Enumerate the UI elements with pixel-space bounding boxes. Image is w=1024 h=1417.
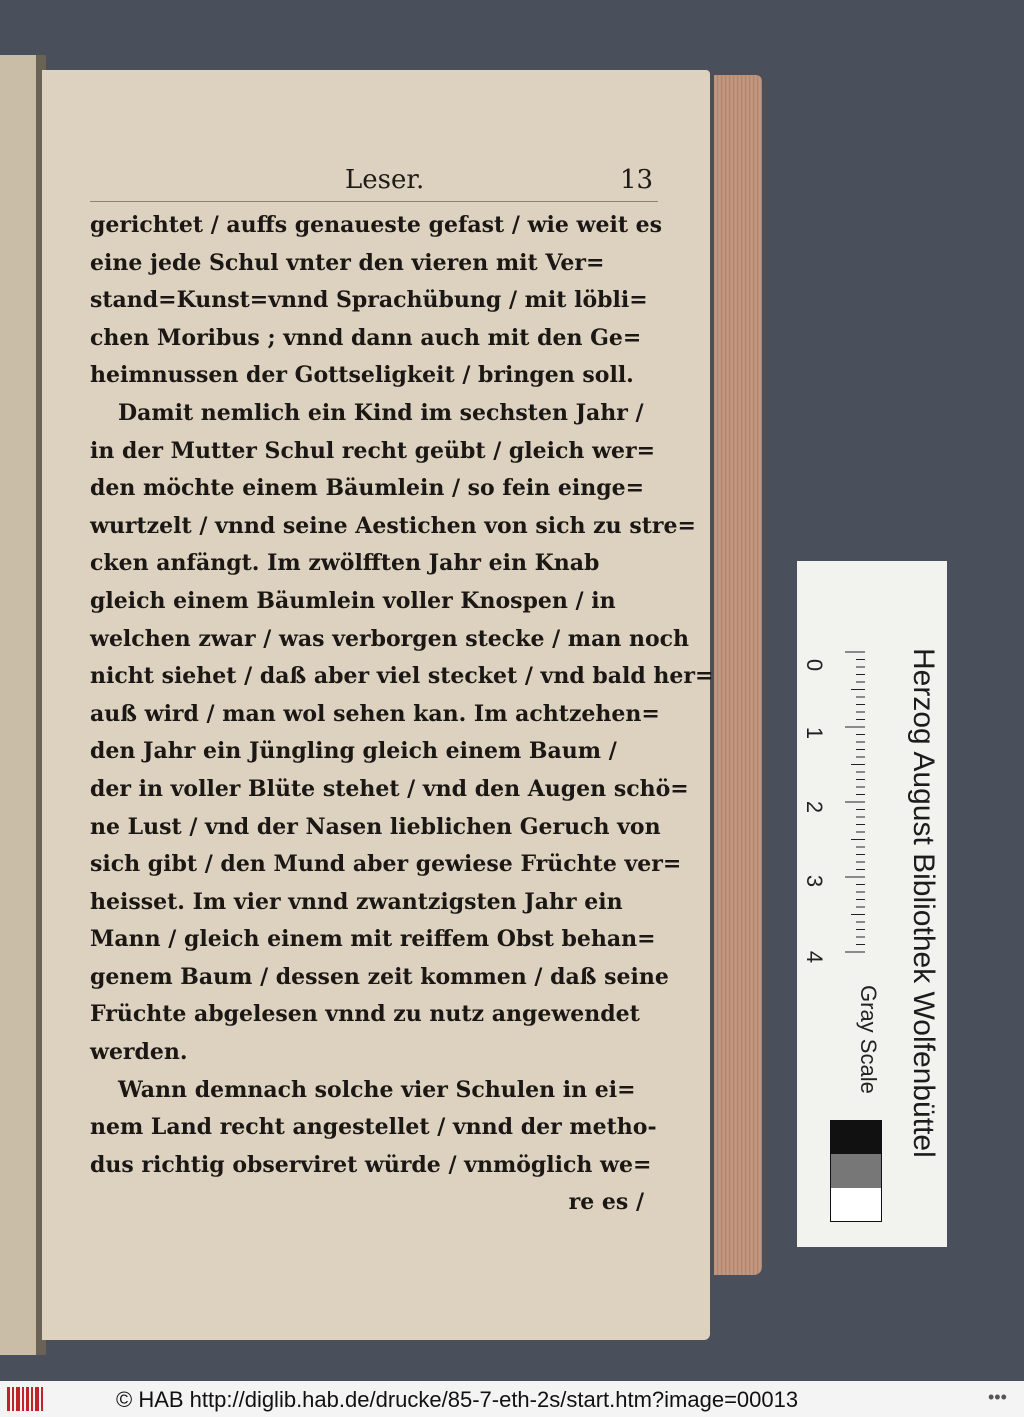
copyright-link[interactable]: © HAB http://diglib.hab.de/drucke/85-7-eth-2s/start.htm?image=00013 — [116, 1387, 799, 1412]
gray-swatch — [831, 1188, 881, 1221]
text-line: genem Baum / dessen zeit kommen / daß seine — [90, 963, 669, 990]
head-rule — [90, 201, 658, 202]
hab-logo-icon — [6, 1385, 46, 1413]
text-line: Mann / gleich einem mit reiffem Obst behan= — [90, 926, 656, 953]
text-line: cken anfängt. Im zwölfften Jahr ein Knab — [90, 550, 600, 577]
body-text — [90, 207, 714, 1222]
text-line: dus richtig observiret würde / vnmöglich we= — [90, 1151, 652, 1178]
text-line: eine jede Schul vnter den vieren mit Ver= — [90, 249, 605, 276]
text-line: auß wird / man wol sehen kan. Im achtzehen= — [90, 700, 660, 727]
text-line: re es / — [568, 1189, 644, 1216]
text-line: heisset. Im vier vnnd zwantzigsten Jahr ein — [90, 888, 623, 915]
text-line: sich gibt / den Mund aber gewiese Früchte ver= — [90, 851, 682, 878]
text-line: Wann demnach solche vier Schulen in ei= — [118, 1076, 636, 1103]
text-line: wurtzelt / vnnd seine Aestichen von sich zu stre= — [90, 512, 696, 539]
footer-bar — [0, 1381, 1024, 1417]
text-line: nem Land recht angestellet / vnnd der metho- — [90, 1114, 657, 1141]
text-line: den möchte einem Bäumlein / so fein einge= — [90, 475, 645, 502]
text-line: der in voller Blüte stehet / vnd den Augen schö= — [90, 775, 689, 802]
text-line: Damit nemlich ein Kind im sechsten Jahr / — [118, 399, 644, 426]
running-head: Leser. — [345, 165, 425, 195]
gray-scale-label: Gray Scale — [856, 985, 881, 1094]
text-line: werden. — [90, 1039, 188, 1066]
text-line: stand=Kunst=vnnd Sprachübung / mit löbli= — [90, 287, 648, 314]
text-line: welchen zwar / was verborgen stecke / man noch — [90, 625, 690, 652]
text-line: gerichtet / auffs genaueste gefast / wie weit es — [90, 212, 663, 238]
page-block-edge — [714, 75, 762, 1275]
gray-swatch — [831, 1121, 881, 1154]
page-number: 13 — [620, 165, 654, 195]
ruler-digit: 4 — [802, 950, 828, 964]
text-line: heimnussen der Gottseligkeit / bringen soll. — [90, 362, 634, 389]
ruler-ticks — [845, 648, 865, 968]
text-line: in der Mutter Schul recht geübt / gleich wer= — [90, 437, 656, 464]
ruler-title: Herzog August Bibliothek Wolfenbüttel — [907, 648, 940, 1158]
more-menu-icon[interactable]: ••• — [988, 1387, 1007, 1407]
ruler-digit: 0 — [802, 658, 828, 672]
ruler-digit: 1 — [802, 726, 828, 740]
text-line: chen Moribus ; vnnd dann auch mit den Ge= — [90, 324, 642, 351]
gray-scale-swatches — [830, 1120, 882, 1222]
ruler-digit: 2 — [802, 800, 828, 814]
text-line: den Jahr ein Jüngling gleich einem Baum / — [90, 738, 617, 765]
ruler-digit: 3 — [802, 874, 828, 888]
gray-swatch — [831, 1154, 881, 1187]
text-line: nicht siehet / daß aber viel stecket / vnd bald her= — [90, 663, 714, 690]
text-line: gleich einem Bäumlein voller Knospen / in — [90, 587, 616, 614]
text-line: ne Lust / vnd der Nasen lieblichen Geruch von — [90, 813, 661, 840]
previous-page-edge — [0, 55, 40, 1355]
text-line: Früchte abgelesen vnnd zu nutz angewendet — [90, 1001, 640, 1028]
